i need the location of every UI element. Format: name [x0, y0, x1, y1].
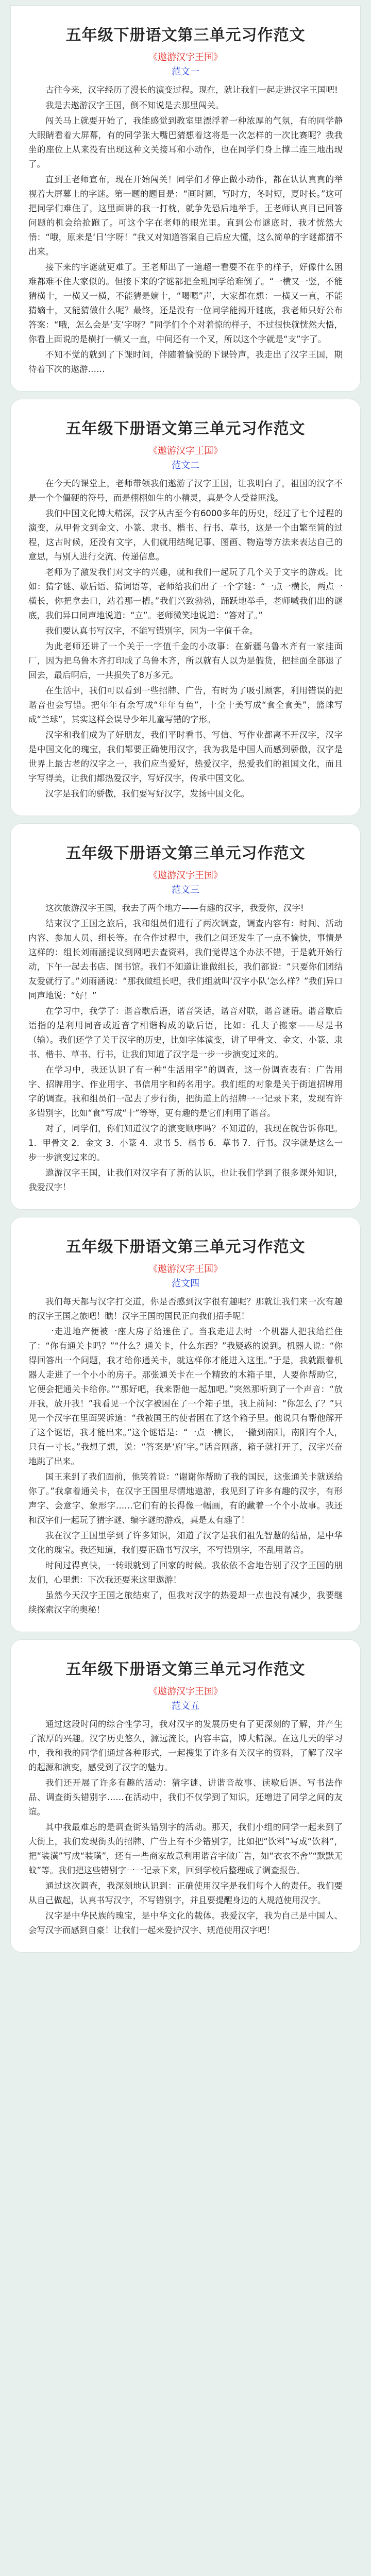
- essay-paragraph: 在学习中，我学了：谐音歇后语，谐音笑话，谐音对联，谐音谜语。谐音歇后语指的是利用同音或近音字相谐构成的歇后语，比如：孔夫子搬家——尽是书（输）。我们还学了关于汉字的历史，比如字体演变，讲了甲骨文、金文、小篆、隶书、楷书、草书、行书，让我们知道了汉字是一步一步演变过来的。: [28, 1006, 343, 1059]
- essay-title: 五年级下册语文第三单元习作范文: [65, 1660, 306, 1679]
- essay-paragraph: 一走进地产便被一座大房子给迷住了。当我走进去时一个机器人把我给拦住了：“你有通关卡吗？”“什么？通关卡，什么东西？”我疑惑的说到。机器人说：“你得回答出一个问题，我才给你通关卡，就这样你才能进入这里。”于是，我就跟着机器人走进了一个小小的房子。那张通关卡在一个精致的木箱子里，人要你帮助它，它便会把通关卡给你。”“那好吧，我来帮他一起加吧。”突然那听到了一个声音：“放开我，放开我！”我看见一个汉字被困在了一个箱子里，我上前问：“你怎么了？”只见一个汉字在里面哭诉道：“我被国王的使者困在了这个箱子里。他说只有帮他解开了这个谜语，我才能出来。”这个谜语是：“一点一横长，一撇到南阳，南阳有个人，只有一寸长。”我想了想，说：“答案是‘府’字。”话音刚落，箱子就打开了，汉字兴奋地跳了出来。: [28, 1327, 343, 1466]
- essay-title: 五年级下册语文第三单元习作范文: [65, 844, 306, 862]
- essay-paragraph: 结束汉字王国之旅后，我和组员们进行了两次调查，调查内容有：时间、活动内容、参加人员、组长等。在合作过程中，我们之间还发生了一点不愉快，事情是这样的：组长刘雨涵提议到网吧去查资料，我们觉得这个办法不错，于是就开始行动，下午一起去书店、图书馆。我们不知道让谁做组长，我们都说：“只要你们团结友爱就行了。”刘雨涵说：“那我做组长吧，我们组就叫‘汉字小队’怎么样？”我们异口同声地说：“好！”: [28, 919, 343, 1001]
- essay-subtitle: 《遨游汉字王国》: [148, 52, 223, 63]
- essay-paragraph: 时间过得真快，一转眼就到了回家的时候。我依依不舍地告别了汉字王国的朋友们，心里想：下次我还要来这里遨游！: [28, 1561, 343, 1585]
- essay-paragraph: 闯关马上就要开始了，我能感觉到教室里漂浮着一种浓厚的气氛，有的同学静大眼睛看着大屏幕，有的同学张大嘴巴猜想着这将是一次怎样的一次比赛呢？我我坐的座位上从来没有出现这种文关接耳和小动作，也在同学们身上撑二连三地出现了。: [28, 116, 343, 169]
- essay-title: 五年级下册语文第三单元习作范文: [65, 1238, 306, 1256]
- essay-label: 范文四: [172, 1278, 199, 1289]
- essay-paragraph: 国王来到了我们面前，他笑着说：“谢谢你帮助了我的国民，这张通关卡就送给你了。”我拿着通关卡，在汉字王国里尽情地遨游，我见到了许多有趣的汉字，有形声字、会意字、象形字……它们有的长得像一幅画，有的藏着一个个小故事。我还和汉字们一起玩了猜字谜、编字谜的游戏，真是太有趣了！: [28, 1472, 343, 1525]
- essay-title: 五年级下册语文第三单元习作范文: [65, 26, 306, 44]
- essay-label: 范文三: [172, 885, 199, 895]
- essay-paragraph: 通过这次调查，我深刻地认识到：正确使用汉字是我们每个人的责任。我们要从自己做起，认真书写汉字，不写错别字，并且要提醒身边的人规范使用汉字。: [28, 1881, 343, 1905]
- essay-label: 范文一: [172, 66, 199, 77]
- essay-paragraph: 这次旅游汉字王国，我去了两个地方——有趣的汉字，我爱你，汉字!: [45, 903, 304, 913]
- essay-paragraph: 我在汉字王国里学到了许多知识，知道了汉字是我们祖先智慧的结晶，是中华文化的瑰宝。我还知道，我们要正确书写汉字，不写错别字，不乱用谐音。: [28, 1531, 343, 1555]
- essay-paragraph: 在今天的课堂上，老师带领我们遨游了汉字王国，让我明白了，祖国的汉字不是一个个僵硬的符号，而是栩栩如生的小精灵，真是令人受益匪浅。: [28, 479, 343, 503]
- essay-paragraph: 不知不觉的就到了下课时间，伴随着愉悦的下课铃声，我走出了汉字王国，期待着下次的遨游……: [28, 350, 343, 374]
- essay-subtitle: 《遨游汉字王国》: [148, 446, 223, 456]
- essay-card: [10, 5, 361, 392]
- essay-paragraph: 接下来的字谜就更难了。王老师出了一道超一看要不在乎的样子，好像什么困难都难不住大家似的。但接下来的字谜都把全班同学给难倒了。“一横又一竖，不能猜横十，一横又一横，不能猜是嫡十，“喝嗯”声，大家都在想：一横又一直，不能猜嫡十，又能猜做什么呢？最终，还是没有一位同学能揭开谜底，我老师只好公布答案：“哦，怎么会是‘支’字呀？”同学们个个对着惊的样子，不过很快就恍然大悟，你看上面说的是横打一横又一直，中间还有一个叉，所以这个字就是“支”字了。: [28, 262, 343, 344]
- essay-paragraph: 汉字和我们成为了好朋友，我们平时看书、写信、写作业都离不开汉字，汉字是中国文化的瑰宝，我们都要正确使用汉字，我为我是中国人而感到骄傲，汉字是世界上最古老的汉字之一，我们应当爱好，热爱汉字，热爱我们的祖国文化，而且字写得美，让我们都热爱汉字，写好汉字，传承中国文化。: [28, 730, 343, 783]
- essay-subtitle: 《遨游汉字王国》: [148, 1686, 223, 1697]
- essay-label: 范文五: [172, 1701, 199, 1711]
- essay-paragraph: 虽然今天汉字王国之旅结束了，但我对汉字的热爱却一点也没有减少，我要继续探索汉字的奥秘！: [28, 1590, 343, 1615]
- essay-paragraph: 我们中国文化博大精深，汉字从古至今有6000多年的历史，经过了七个过程的演变，从甲骨文到金文、小篆、隶书、楷书、行书、草书，这是一个由繁至简的过程，这古时候，还没有文字，人们就用结绳记事、图画、物造等方法来表达自己的意思，与别人进行交流、传递信息。: [28, 509, 343, 562]
- essay-card: [10, 399, 361, 816]
- essay-paragraph: 我们还开展了许多有趣的活动：猜字谜、讲谐音故事、读歇后语、写书法作品、调查街头错别字……在活动中，我们不仅学到了知识，还增进了同学之间的友谊。: [28, 1778, 343, 1817]
- essay-card: [10, 1217, 361, 1632]
- essay-paragraph: 直到王老师宣布，现在开始闯关！同学们才停止做小动作，都在认认真真的举视着大屏幕上的字迷。第一题的题目是：“画时圆，写时方，冬时短，夏时长。”这可把同学们难住了，这里面讲的我一打枕，就争先恐后地举手，王老师认真目已回答问题的机会给抢跑了。可这个字在老师的眼光里。直到公布谜底时，我才恍然大悟：“哦，原来是‘日’字呀！”我又对知道答案自己后应大懂，这么简单的字谜都猜不出来。: [28, 175, 343, 257]
- essay-paragraph: 我们要认真书写汉字，不能写错别字，因为一字值千金。: [45, 626, 258, 636]
- essay-paragraph: 我们每天都与汉字打交道，你是否感到汉字很有趣呢？那就让我们来一次有趣的汉字王国之旅吧！瞧！汉字王国的国民正向我们招手呢！: [28, 1297, 343, 1321]
- essay-paragraph: 老师为了激发我们对文字的兴趣，就和我们一起玩了几个关于文字的游戏。比如：猜字谜、歇后语、猜词语等，老师给我们出了一个字谜：“一点一横长，两点一横长，你把拿去口，站着那一槽。”我们兴致勃勃，踊跃地举手，老师喊我们出的谜底，我们异口同声地说道：“立”。老师微笑地说道：“答对了。”: [28, 567, 343, 620]
- essay-subtitle: 《遨游汉字王国》: [148, 870, 223, 881]
- essay-paragraph: 在生活中，我们可以看到一些招牌、广告，有时为了吸引顾客，利用错误的把谐音也会写错。把年年有余写成“年年有鱼”，十全十美写成“食全食美”，篮球写成“兰球”，其实这样会误导少年儿童写错的字形。: [28, 686, 343, 724]
- essay-paragraph: 汉字是我们的骄傲，我们要写好汉字，发扬中国文化。: [45, 789, 249, 799]
- essay-title: 五年级下册语文第三单元习作范文: [65, 420, 306, 438]
- essay-paragraph: 汉字是中华民族的瑰宝，是中华文化的载体。我爱汉字，我为自己是中国人、会写汉字而感到自豪！让我们一起来爱护汉字、规范使用汉字吧！: [28, 1911, 343, 1935]
- essay-paragraph: 为此老师还讲了一个关于一字值千金的小故事：在新疆乌鲁木齐有一家挂面厂，因为把乌鲁木齐打印成了乌鲁木齐，所以就有人以为是假货，把挂面全部退了回去，最后啊后，一共损失了8万多元。: [28, 641, 343, 680]
- essay-label: 范文二: [172, 460, 199, 471]
- essay-paragraph: 古往今来，汉字经历了漫长的演变过程。现在，就让我们一起走进汉字王国吧!: [45, 85, 338, 95]
- essay-paragraph: 遨游汉字王国，让我们对汉字有了新的认识，也让我们学到了很多课外知识，我爱汉字！: [28, 1168, 343, 1192]
- essay-paragraph: 对了，同学们，你们知道汉字的演变顺序吗？不知道的，我现在就告诉你吧。1．甲骨文 2．金文 3．小篆 4．隶书 5．楷书 6．草书 7．行书。汉字就是这么一步一步演变过来的。: [28, 1124, 343, 1162]
- essay-paragraph: 在学习中，我还认识了有一种“生活用字”的调查，这一份调查表有：广告用字、招牌用字、作业用字、书信用字和药名用字。我们组的对象是关于街道招牌用字的调查。我和组员们一起去了步行街，把街道上的招牌一一记录下来，发现有许多错别字，比如“食”写成“十”等等，更有趣的是它们利用了谐音。: [28, 1065, 343, 1118]
- essay-card: [10, 823, 361, 1210]
- essay-subtitle: 《遨游汉字王国》: [148, 1264, 223, 1275]
- essay-paragraph: 其中我最难忘的是调查街头错别字的活动。那天，我们小组的同学一起来到了大街上，我们发现街头的招牌、广告上有不少错别字，比如把“饮料”写成“饮科”，把“装潢”写成“装璜”，还有一些商家故意利用谐音字做广告，如“衣衣不舍”“默默无蚊”等。我们把这些错别字一一记录下来，回到学校后整理成了调查报告。: [28, 1822, 343, 1875]
- essay-paragraph: 通过这段时间的综合性学习，我对汉字的发展历史有了更深刻的了解，并产生了浓厚的兴趣。汉字历史悠久，源远流长，内容丰富，博大精深。在这几天的学习中，我和我的同学们通过各种形式，一起搜集了许多有关汉字的资料，了解了汉字的起源和演变，感受到了汉字的魅力。: [28, 1719, 343, 1772]
- essay-paragraph: 我是去遨游汉字王国，倒不知说是去那里闯关。: [45, 100, 224, 110]
- essay-card: [10, 1639, 361, 1953]
